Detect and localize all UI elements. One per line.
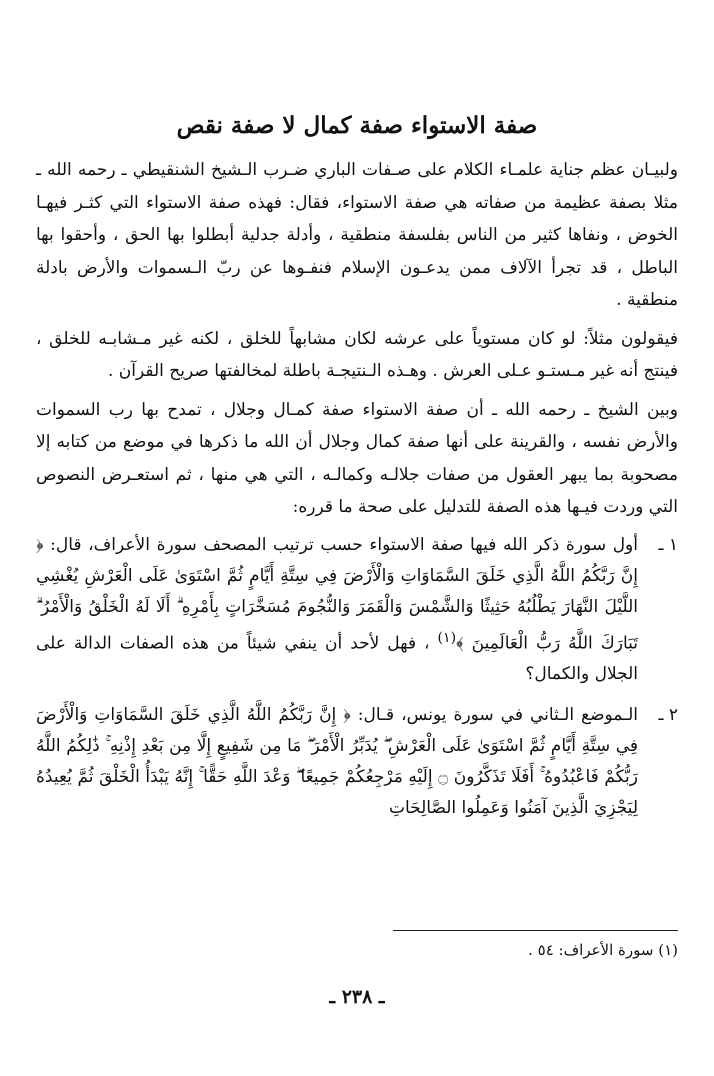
item-number: ٢ ـ (658, 705, 678, 726)
quran-verse: ﴿ إِنَّ رَبَّكُمُ اللَّهُ الَّذِي خَلَقَ السَّمَاوَاتِ وَالْأَرْضَ فِي سِتَّةِ أَيَّامٍ ثُمَّ اسْتَوَىٰ عَلَى الْعَرْشِ ۖ يُدَبِّرُ الْأَمْرَ ۖ مَا مِن شَفِيعٍ إِلَّا مِن بَعْدِ إِذْنِهِ ۚ ذَٰلِكُمُ اللَّهُ رَبُّكُمْ فَاعْبُدُوهُ ۚ أَفَلَا تَذَكَّرُونَ ۝ إِلَيْهِ مَرْجِعُكُمْ جَمِيعًا ۖ وَعْدَ اللَّهِ حَقًّا ۚ إِنَّهُ يَبْدَأُ الْخَلْقَ ثُمَّ يُعِيدُهُ لِيَجْزِيَ الَّذِينَ آمَنُوا وَعَمِلُوا الصَّالِحَاتِ (36, 705, 638, 819)
footnote: (١) سورة الأعراف: ٥٤ . (528, 941, 678, 959)
section-title: صفة الاستواء صفة كمال لا صفة نقص (176, 112, 538, 139)
item-outro: ، فهل لأحد أن ينفي شيئاً من هذه الصفات الدالة على الجلال والكمال؟ (36, 633, 638, 685)
paragraph-2: فيقولون مثلاً: لو كان مستوياً على عرشه لكان مشابهاً للخلق ، لكنه غير مـشابـه للخلق ، فينتج أنه غير مـستـو عـلى العرش . وهـذه الـنتيجـة باطلة لمخالفتها صريح القرآن . (36, 328, 678, 381)
item-intro: أول سورة ذكر الله فيها صفة الاستواء حسب ترتيب المصحف سورة الأعراف، قال: (43, 534, 638, 555)
page-number-line (0, 986, 714, 1008)
paragraph-3: وبين الشيخ ـ رحمه الله ـ أن صفة الاستواء صفة كمـال وجلال ، تمدح بها رب السموات والأرض نفسه ، والقرينة على أنها صفة كمال وجلال أن الله ما ذكرها في موضع من كتابه إلا مصحوبة بما يبهر العقول من صفات جلالـه وكمالـه ، التي هي منها ، ثم استعـرض النصوص التي وردت فيـها هذه الصفة للتدليل على صحة ما قرره: (36, 399, 678, 517)
item-intro: الـموضع الـثاني في سورة يونس، قـال: (350, 705, 639, 726)
item-number: ١ ـ (658, 534, 678, 555)
item-body (36, 700, 638, 824)
quran-verse: ﴿ إِنَّ رَبَّكُمُ اللَّهُ الَّذِي خَلَقَ السَّمَاوَاتِ وَالْأَرْضَ فِي سِتَّةِ أَيَّامٍ ثُمَّ اسْتَوَىٰ عَلَى الْعَرْشِ يُغْشِي اللَّيْلَ النَّهَارَ يَطْلُبُهُ حَثِيثًا وَالشَّمْسَ وَالْقَمَرَ وَالنُّجُومَ مُسَخَّرَاتٍ بِأَمْرِهِ ۗ أَلَا لَهُ الْخَلْقُ وَالْأَمْرُ ۗ تَبَارَكَ اللَّهُ رَبُّ الْعَالَمِينَ ﴾ (36, 534, 638, 654)
footnote-divider (393, 930, 678, 931)
item-body (36, 530, 638, 691)
paragraph-1: ولبيـان عظم جناية علمـاء الكلام على صـفات الباري ضـرب الـشيخ الشنقيطي ـ رحمه الله ـ مثلا بصفة عظيمة من صفاته هي صفة الاستواء، فقال: فهذه صفة الاستواء التي كثـر فيهـا الخوض ، ونفاها كثير من الناس بفلسفة منطقية ، وأدلة جدلية أبطلوا بها الحق ، وأحقوا بها الباطل ، قد تجرأ الآلاف ممن يدعـون الإسلام فنفـوها عن ربّ الـسموات والأرض بادلة منطقية . (36, 160, 678, 310)
page-number: ـ ٢٣٨ ـ (330, 986, 385, 1008)
list-item (36, 700, 678, 824)
list-item (36, 530, 678, 691)
footnote-ref: (١) (437, 629, 457, 646)
